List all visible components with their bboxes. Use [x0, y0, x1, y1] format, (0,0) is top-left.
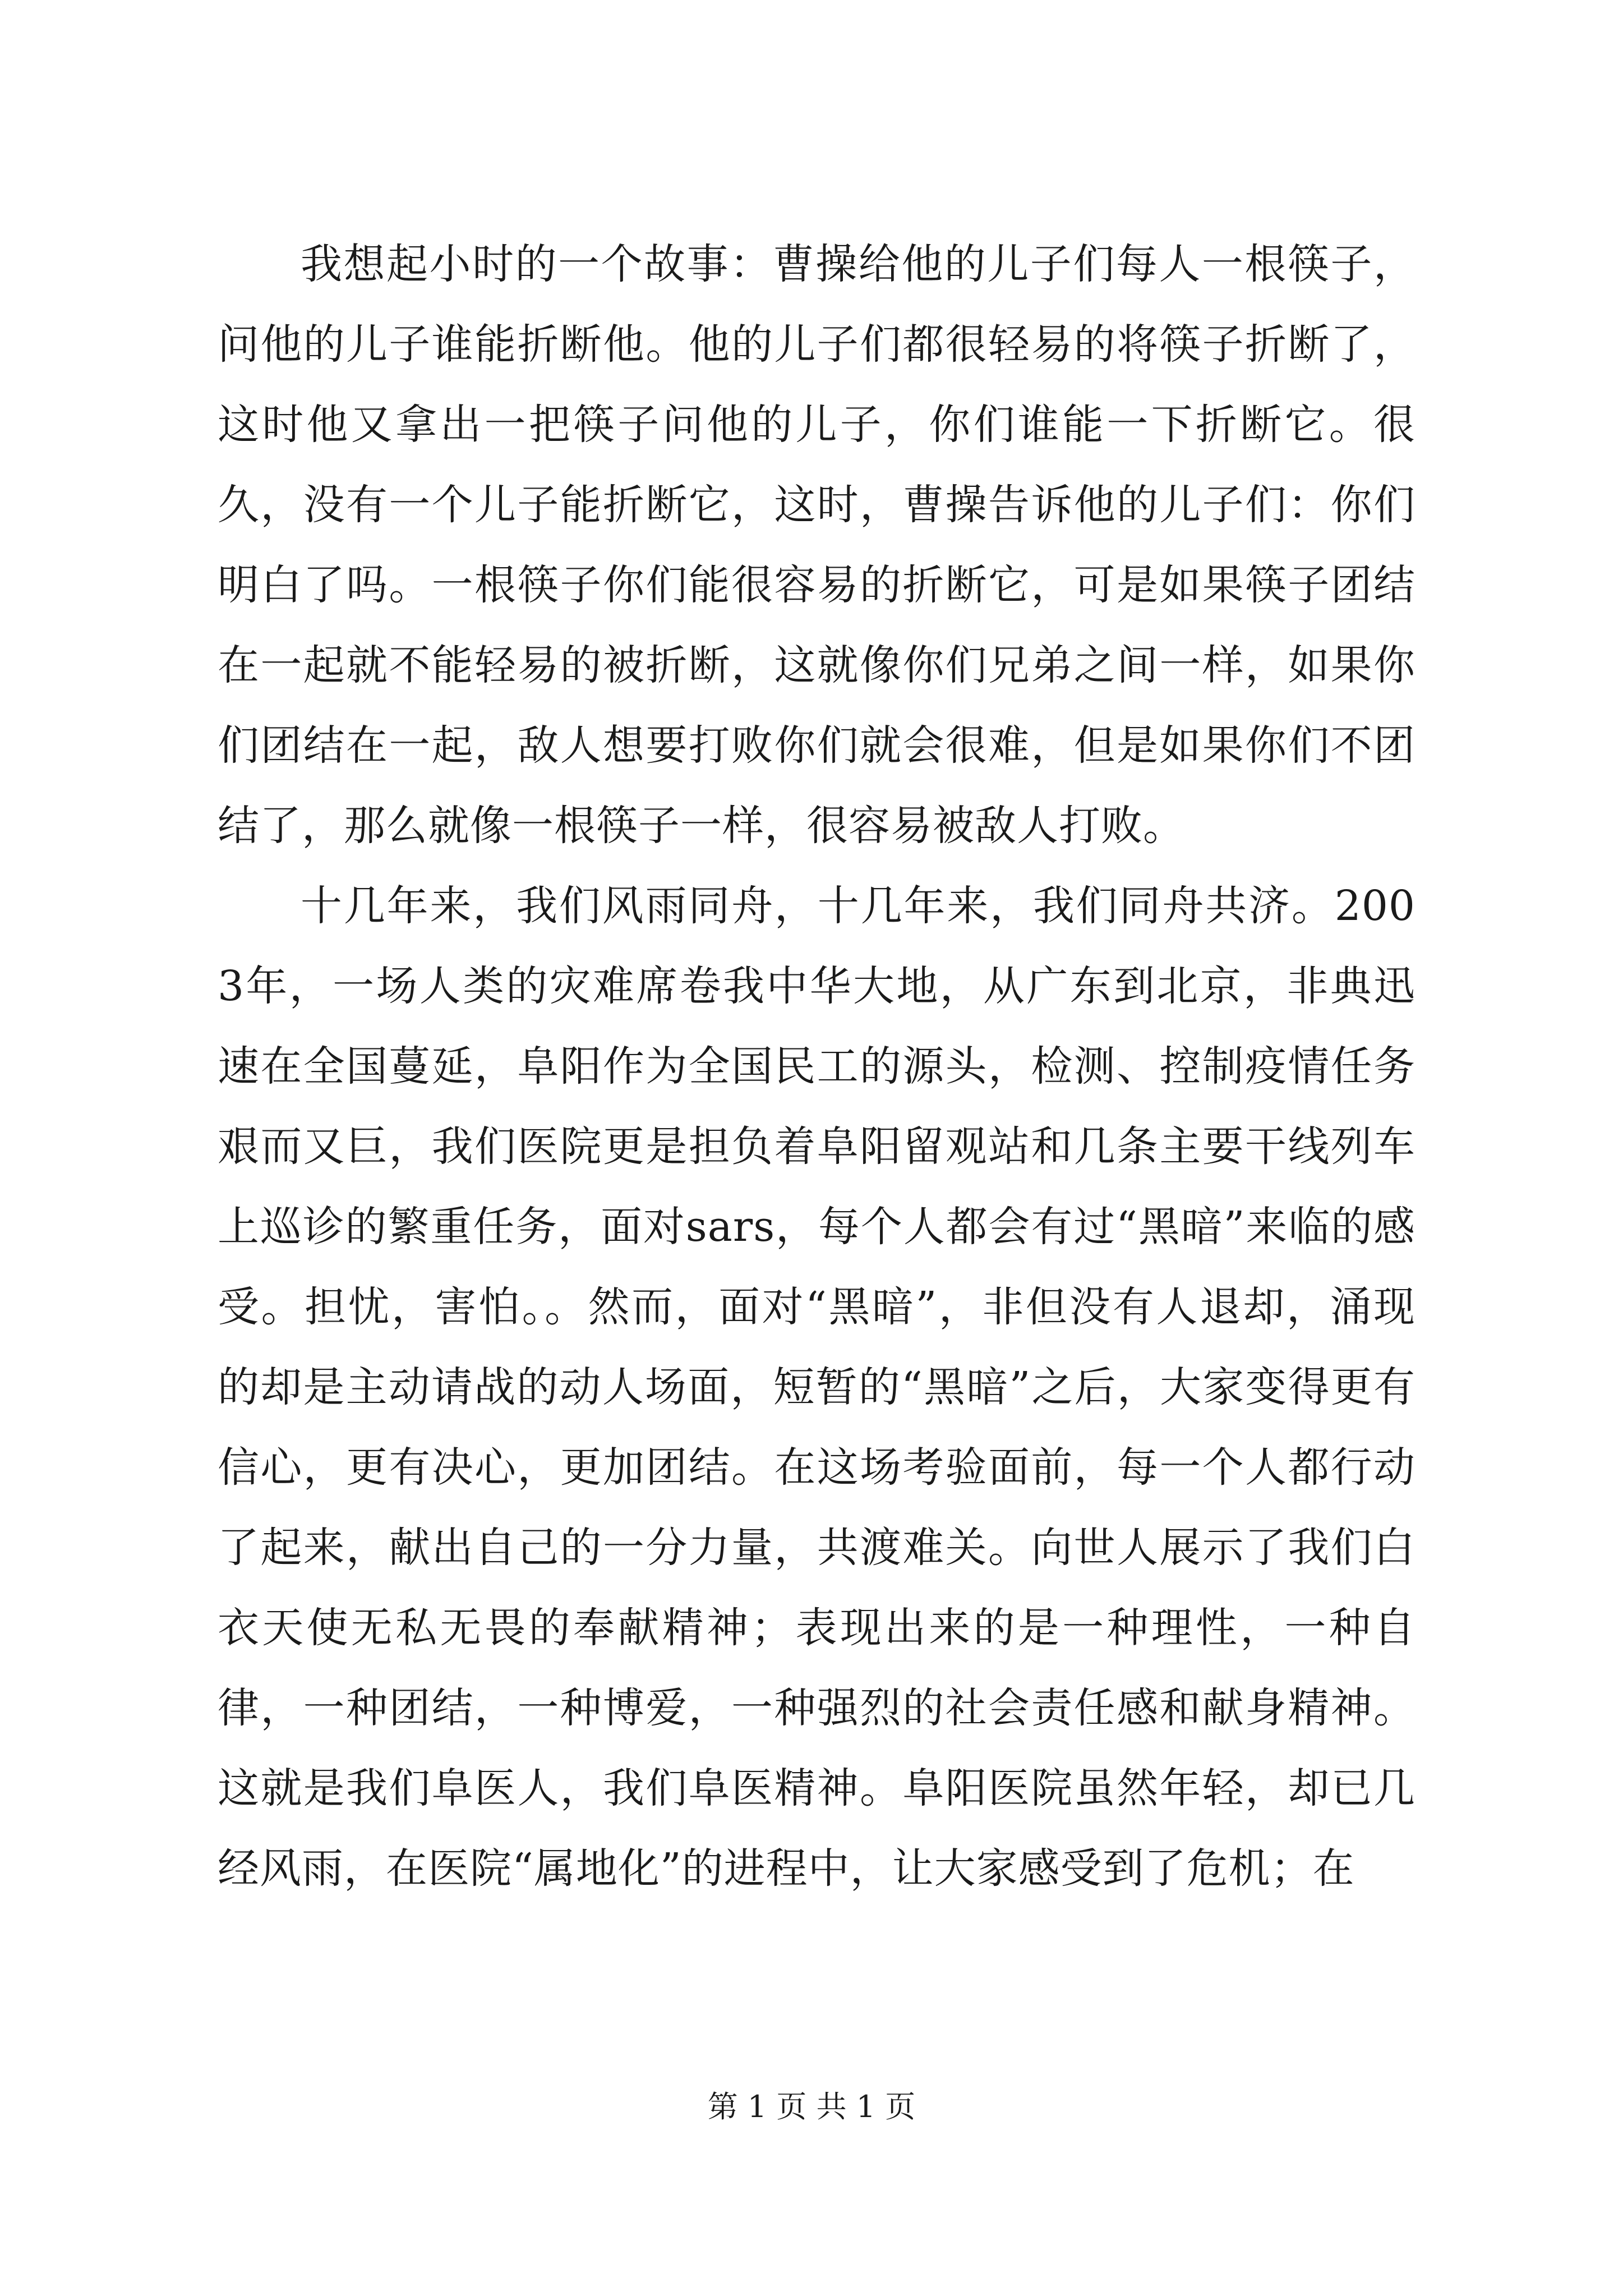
- document-body: [218, 224, 1415, 1909]
- page-number-footer: 第 1 页 共 1 页: [707, 2089, 916, 2124]
- paragraph-chopsticks-story: 我想起小时的一个故事：曹操给他的儿子们每人一根筷子，问他的儿子谁能折断他。他的儿子们都很轻易的将筷子折断了，这时他又拿出一把筷子问他的儿子，你们谁能一下折断它。很久，没有一个儿子能折断它，这时，曹操告诉他的儿子们：你们明白了吗。一根筷子你们能很容易的折断它，可是如果筷子团结在一起就不能轻易的被折断，这就像你们兄弟之间一样，如果你们团结在一起，敌人想要打败你们就会很难，但是如果你们不团结了，那么就像一根筷子一样，很容易被敌人打败。: [218, 240, 1415, 850]
- paragraph-sars-memory: 十几年来，我们风雨同舟，十几年来，我们同舟共济。2003年，一场人类的灾难席卷我中华大地，从广东到北京，非典迅速在全国蔓延，阜阳作为全国民工的源头，检测、控制疫情任务艰而又巨，我们医院更是担负着阜阳留观站和几条主要干线列车上巡诊的繁重任务，面对sars，每个人都会有过“黑暗”来临的感受。担忧，害怕。。然而，面对“黑暗”，非但没有人退却，涌现的却是主动请战的动人场面，短暂的“黑暗”之后，大家变得更有信心，更有决心，更加团结。在这场考验面前，每一个人都行动了起来，献出自己的一分力量，共渡难关。向世人展示了我们白衣天使无私无畏的奉献精神；表现出来的是一种理性，一种自律，一种团结，一种博爱，一种强烈的社会责任感和献身精神。这就是我们阜医人，我们阜医精神。阜阳医院虽然年轻，却已几经风雨，在医院“属地化”的进程中，让大家感受到了危机；在: [218, 882, 1415, 1893]
